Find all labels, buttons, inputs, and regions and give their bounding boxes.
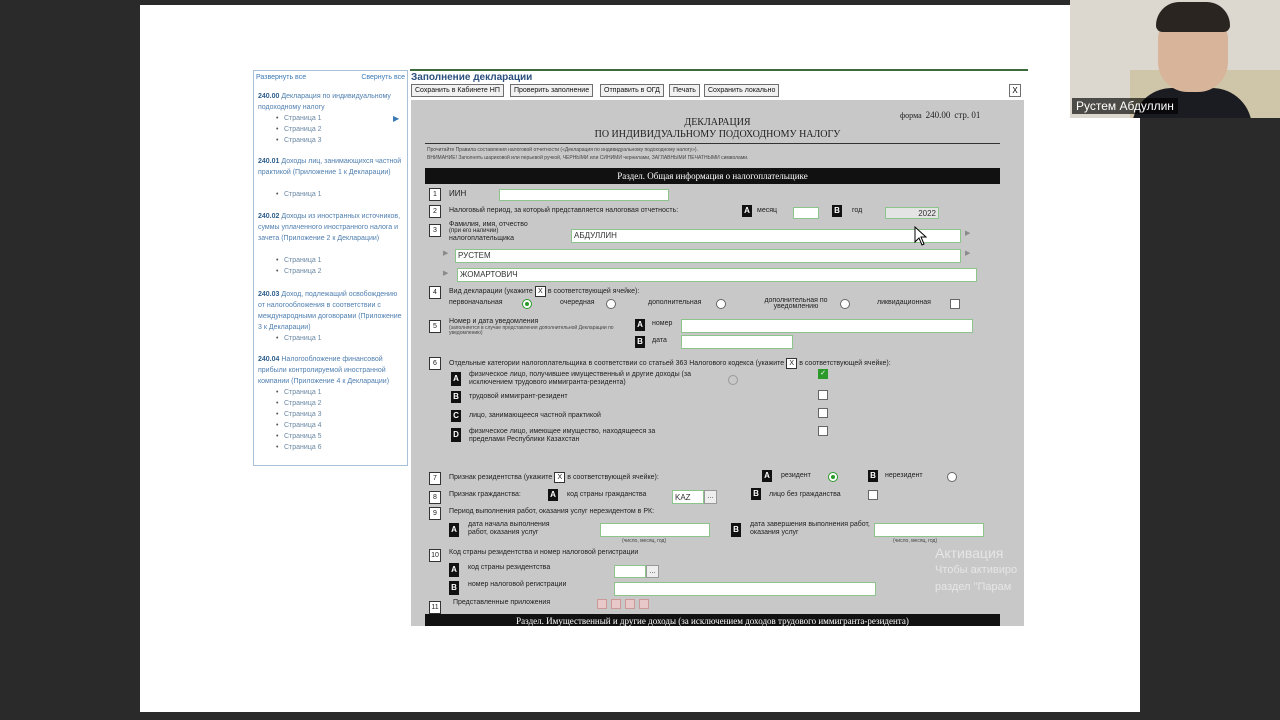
letter-d: D bbox=[451, 428, 461, 442]
last-name-input[interactable]: АБДУЛЛИН bbox=[571, 229, 961, 243]
declaration-tree-panel bbox=[253, 70, 408, 466]
participant-name: Рустем Абдуллин bbox=[1072, 98, 1178, 114]
residence-country-picker-button[interactable]: … bbox=[646, 565, 659, 578]
tax-reg-number-input[interactable] bbox=[614, 582, 876, 596]
work-start-label: дата начала выполнения работ, оказания услуг bbox=[468, 521, 550, 536]
field-number-8: 8 bbox=[429, 491, 441, 504]
type-additional-notice-radio[interactable] bbox=[840, 299, 850, 309]
tree-section-title: Налогообложение финансовой прибыли контролируемой иностранной компании (Приложение 4 к Декларации) bbox=[258, 356, 390, 385]
attachment-1-checkbox[interactable] bbox=[597, 599, 607, 609]
type-regular-label: очередная bbox=[560, 299, 595, 306]
tree-section-code: 240.01 bbox=[258, 158, 280, 165]
citizenship-label: Признак гражданства: bbox=[449, 491, 521, 498]
month-input[interactable] bbox=[793, 207, 819, 219]
arrow-right-icon: ▶ bbox=[965, 230, 971, 237]
category-c-checkbox[interactable] bbox=[818, 408, 828, 418]
resident-radio[interactable] bbox=[828, 472, 838, 482]
notice-number-input[interactable] bbox=[681, 319, 973, 333]
notice-label: Номер и дата уведомления bbox=[449, 318, 539, 325]
tree-page-link[interactable]: • Страница 1 bbox=[284, 113, 322, 124]
year-input[interactable]: 2022 bbox=[885, 207, 939, 219]
date-hint: (число, месяц, год) bbox=[622, 538, 667, 544]
categories-label: Отдельные категории налогоплательщика в соответствии со статьей 363 Налогового кодекса (укажите X в соответствующей ячейке): bbox=[449, 360, 891, 367]
notice-date-input[interactable] bbox=[681, 335, 793, 349]
arrow-right-icon: ▶ bbox=[443, 250, 449, 257]
close-button[interactable]: X bbox=[1009, 84, 1021, 97]
current-page-arrow-icon: ▶ bbox=[393, 114, 400, 123]
tree-section-240-03[interactable] bbox=[258, 289, 404, 333]
doc-title: ДЕКЛАРАЦИЯ ПО ИНДИВИДУАЛЬНОМУ ПОДОХОДНОМУ НАЛОГУ bbox=[594, 117, 841, 140]
print-button[interactable]: Печать bbox=[669, 84, 700, 97]
tree-section-code: 240.03 bbox=[258, 291, 280, 298]
tree-section-code: 240.02 bbox=[258, 213, 280, 220]
field-number-6: 6 bbox=[429, 357, 441, 370]
mouse-cursor-icon bbox=[914, 226, 928, 246]
period-label: Налоговый период, за который представляется налоговая отчетность: bbox=[449, 207, 679, 214]
title-divider bbox=[425, 143, 1000, 144]
first-name-input[interactable]: РУСТЕМ bbox=[455, 249, 961, 263]
notice-date-label: дата bbox=[652, 337, 667, 344]
tree-section-240-02[interactable] bbox=[258, 211, 404, 244]
declaration-type-label: Вид декларации (укажите X в соответствующей ячейке): bbox=[449, 288, 640, 295]
tree-page-link[interactable]: • Страница 2 bbox=[284, 266, 322, 277]
iin-label: ИИН bbox=[449, 189, 467, 198]
attachment-4-checkbox[interactable] bbox=[639, 599, 649, 609]
tree-section-240-01[interactable] bbox=[258, 156, 404, 178]
attachment-3-checkbox[interactable] bbox=[625, 599, 635, 609]
work-end-label: дата завершения выполнения работ, оказания услуг bbox=[750, 521, 870, 536]
year-label: год bbox=[852, 207, 863, 214]
tree-section-title: Декларация по индивидуальному подоходному налогу bbox=[258, 93, 391, 111]
tax-reg-number-label: номер налоговой регистрации bbox=[468, 581, 567, 588]
residence-label: Код страны резидентства и номер налоговой регистрации bbox=[449, 549, 639, 556]
tree-page-link[interactable]: • Страница 1 bbox=[284, 333, 322, 344]
section-property-income: Раздел. Имущественный и другие доходы (за исключением доходов трудового иммигранта-резидента) bbox=[425, 614, 1000, 626]
nonresident-label: нерезидент bbox=[885, 472, 923, 479]
check-button[interactable]: Проверить заполнение bbox=[510, 84, 593, 97]
tree-page-link[interactable]: • Страница 5 bbox=[284, 431, 322, 442]
field-number-1: 1 bbox=[429, 188, 441, 201]
field-number-9: 9 bbox=[429, 507, 441, 520]
category-b-label: трудовой иммигрант-резидент bbox=[469, 393, 568, 400]
attachments-label: Представленные приложения bbox=[453, 599, 551, 606]
letter-a: A bbox=[635, 319, 645, 331]
webcam-video bbox=[1070, 0, 1280, 118]
letter-b: B bbox=[635, 336, 645, 348]
tree-section-240-00[interactable] bbox=[258, 91, 404, 113]
field-number-2: 2 bbox=[429, 205, 441, 218]
type-liquidation-checkbox[interactable] bbox=[950, 299, 960, 309]
tree-section-title: Доход, подлежащий освобождению от налогообложения в соответствии с международными договорами (Приложение 3 к Декларации) bbox=[258, 291, 402, 331]
activation-watermark: Активация Чтобы активиро раздел "Парам bbox=[935, 545, 1018, 593]
letter-b: B bbox=[449, 581, 459, 595]
x-mark-icon: X bbox=[554, 472, 565, 483]
work-start-input[interactable] bbox=[600, 523, 710, 537]
letter-b: B bbox=[731, 523, 741, 537]
stateless-label: лицо без гражданства bbox=[769, 491, 841, 498]
person-hair bbox=[1156, 2, 1230, 32]
tree-page-link[interactable]: • Страница 2 bbox=[284, 398, 322, 409]
tree-page-link[interactable]: • Страница 3 bbox=[284, 135, 322, 146]
save-local-button[interactable]: Сохранить локально bbox=[704, 84, 779, 97]
instructions: Прочитайте Правила составления налоговой отчетности («Декларация по индивидуальному подоходному налогу»). ВНИМАНИЕ! Заполнять шариковой или перьевой ручкой, ЧЕРНЫМИ или СИНИМИ чернилами, ЗАГЛАВНЫМИ ПЕЧАТНЫМИ символами. bbox=[427, 147, 749, 161]
letter-a: A bbox=[449, 563, 459, 577]
declaration-form bbox=[411, 100, 1024, 626]
collapse-all-link[interactable]: Свернуть все bbox=[361, 74, 405, 81]
save-cabinet-button[interactable]: Сохранить в Кабинете НП bbox=[411, 84, 504, 97]
country-code-label: код страны гражданства bbox=[567, 491, 647, 498]
expand-all-link[interactable]: Развернуть все bbox=[256, 74, 307, 81]
letter-a: A bbox=[449, 523, 459, 537]
letter-b: B bbox=[451, 391, 461, 403]
tree-section-code: 240.04 bbox=[258, 356, 280, 363]
tree-page-link[interactable]: • Страница 3 bbox=[284, 409, 322, 420]
x-mark-icon: X bbox=[786, 358, 797, 369]
tree-section-title: Доходы из иностранных источников, суммы уплаченного иностранного налога и зачета (Приложение 2 к Декларации) bbox=[258, 213, 401, 242]
x-mark-icon: X bbox=[535, 286, 546, 297]
type-initial-label: первоначальная bbox=[449, 299, 503, 306]
tree-page-link[interactable]: • Страница 2 bbox=[284, 124, 322, 135]
tree-section-code: 240.00 bbox=[258, 93, 280, 100]
field-number-5: 5 bbox=[429, 320, 441, 333]
stateless-checkbox[interactable] bbox=[868, 490, 878, 500]
field-number-7: 7 bbox=[429, 472, 441, 485]
tree-page-link[interactable]: • Страница 6 bbox=[284, 442, 322, 453]
letter-b: B bbox=[868, 470, 878, 482]
letter-c: C bbox=[451, 410, 461, 422]
letter-b: B bbox=[832, 205, 842, 217]
category-a-radio[interactable] bbox=[728, 375, 738, 385]
letter-a: A bbox=[742, 205, 752, 217]
residence-country-label: код страны резидентства bbox=[468, 564, 551, 571]
header-divider bbox=[410, 69, 1028, 71]
tree-page-link[interactable]: • Страница 1 bbox=[284, 189, 322, 200]
residency-label: Признак резидентства (укажите X в соответствующей ячейке): bbox=[449, 474, 659, 481]
tree-page-link[interactable]: • Страница 1 bbox=[284, 255, 322, 266]
arrow-right-icon: ▶ bbox=[443, 270, 449, 277]
page-title: Заполнение декларации bbox=[411, 72, 533, 83]
field-number-4: 4 bbox=[429, 286, 441, 299]
category-a-checkbox[interactable]: ✓ bbox=[818, 369, 828, 379]
type-additional-label: дополнительная bbox=[648, 299, 702, 306]
category-c-label: лицо, занимающееся частной практикой bbox=[469, 412, 601, 419]
type-regular-radio[interactable] bbox=[606, 299, 616, 309]
send-button[interactable]: Отправить в ОГД bbox=[600, 84, 664, 97]
category-d-label: физическое лицо, имеющее имущество, находящееся за пределами Республики Казахстан bbox=[469, 428, 656, 443]
section-general-info: Раздел. Общая информация о налогоплательщике bbox=[425, 168, 1000, 184]
type-additional-radio[interactable] bbox=[716, 299, 726, 309]
date-hint: (число, месяц, год) bbox=[893, 538, 938, 544]
tree-section-240-04[interactable] bbox=[258, 354, 404, 387]
country-picker-button[interactable]: … bbox=[704, 490, 717, 504]
type-liquidation-label: ликвидационная bbox=[877, 299, 931, 306]
category-a-label: физическое лицо, получившее имущественный и другие доходы (за исключением трудового иммигранта-резидента) bbox=[469, 371, 691, 386]
letter-a: A bbox=[548, 489, 558, 501]
tree-page-link[interactable]: • Страница 1 bbox=[284, 387, 322, 398]
notice-number-label: номер bbox=[652, 320, 673, 327]
letter-a: A bbox=[762, 470, 772, 482]
nonresident-radio[interactable] bbox=[947, 472, 957, 482]
letter-b: B bbox=[751, 488, 761, 500]
category-d-checkbox[interactable] bbox=[818, 426, 828, 436]
tree-section-title: Доходы лиц, занимающихся частной практикой (Приложение 1 к Декларации) bbox=[258, 158, 402, 176]
type-additional-notice-label: дополнительная по уведомлению bbox=[764, 297, 828, 310]
residence-country-input[interactable] bbox=[614, 565, 646, 578]
field-number-3: 3 bbox=[429, 224, 441, 237]
arrow-right-icon: ▶ bbox=[965, 250, 971, 257]
letter-a: A bbox=[451, 372, 461, 386]
field-number-10: 10 bbox=[429, 549, 441, 562]
work-end-input[interactable] bbox=[874, 523, 984, 537]
category-b-checkbox[interactable] bbox=[818, 390, 828, 400]
work-period-label: Период выполнения работ, оказания услуг нерезидентом в РК: bbox=[449, 508, 655, 515]
country-code-input[interactable]: KAZ bbox=[672, 490, 704, 504]
type-initial-radio[interactable] bbox=[522, 299, 532, 309]
iin-input[interactable] bbox=[499, 189, 669, 201]
form-id: форма 240.00 стр. 01 bbox=[900, 110, 981, 120]
tree-page-link[interactable]: • Страница 4 bbox=[284, 420, 322, 431]
month-label: месяц bbox=[757, 207, 778, 214]
fio-label: Фамилия, имя, отчество (при его наличии) налогоплательщика bbox=[449, 221, 528, 242]
notice-hint: (заполняется в случае представления дополнительной Декларации по уведомлению) bbox=[449, 325, 614, 336]
field-number-11: 11 bbox=[429, 601, 441, 614]
attachment-2-checkbox[interactable] bbox=[611, 599, 621, 609]
resident-label: резидент bbox=[781, 472, 811, 479]
patronymic-input[interactable]: ЖОМАРТОВИЧ bbox=[457, 268, 977, 282]
